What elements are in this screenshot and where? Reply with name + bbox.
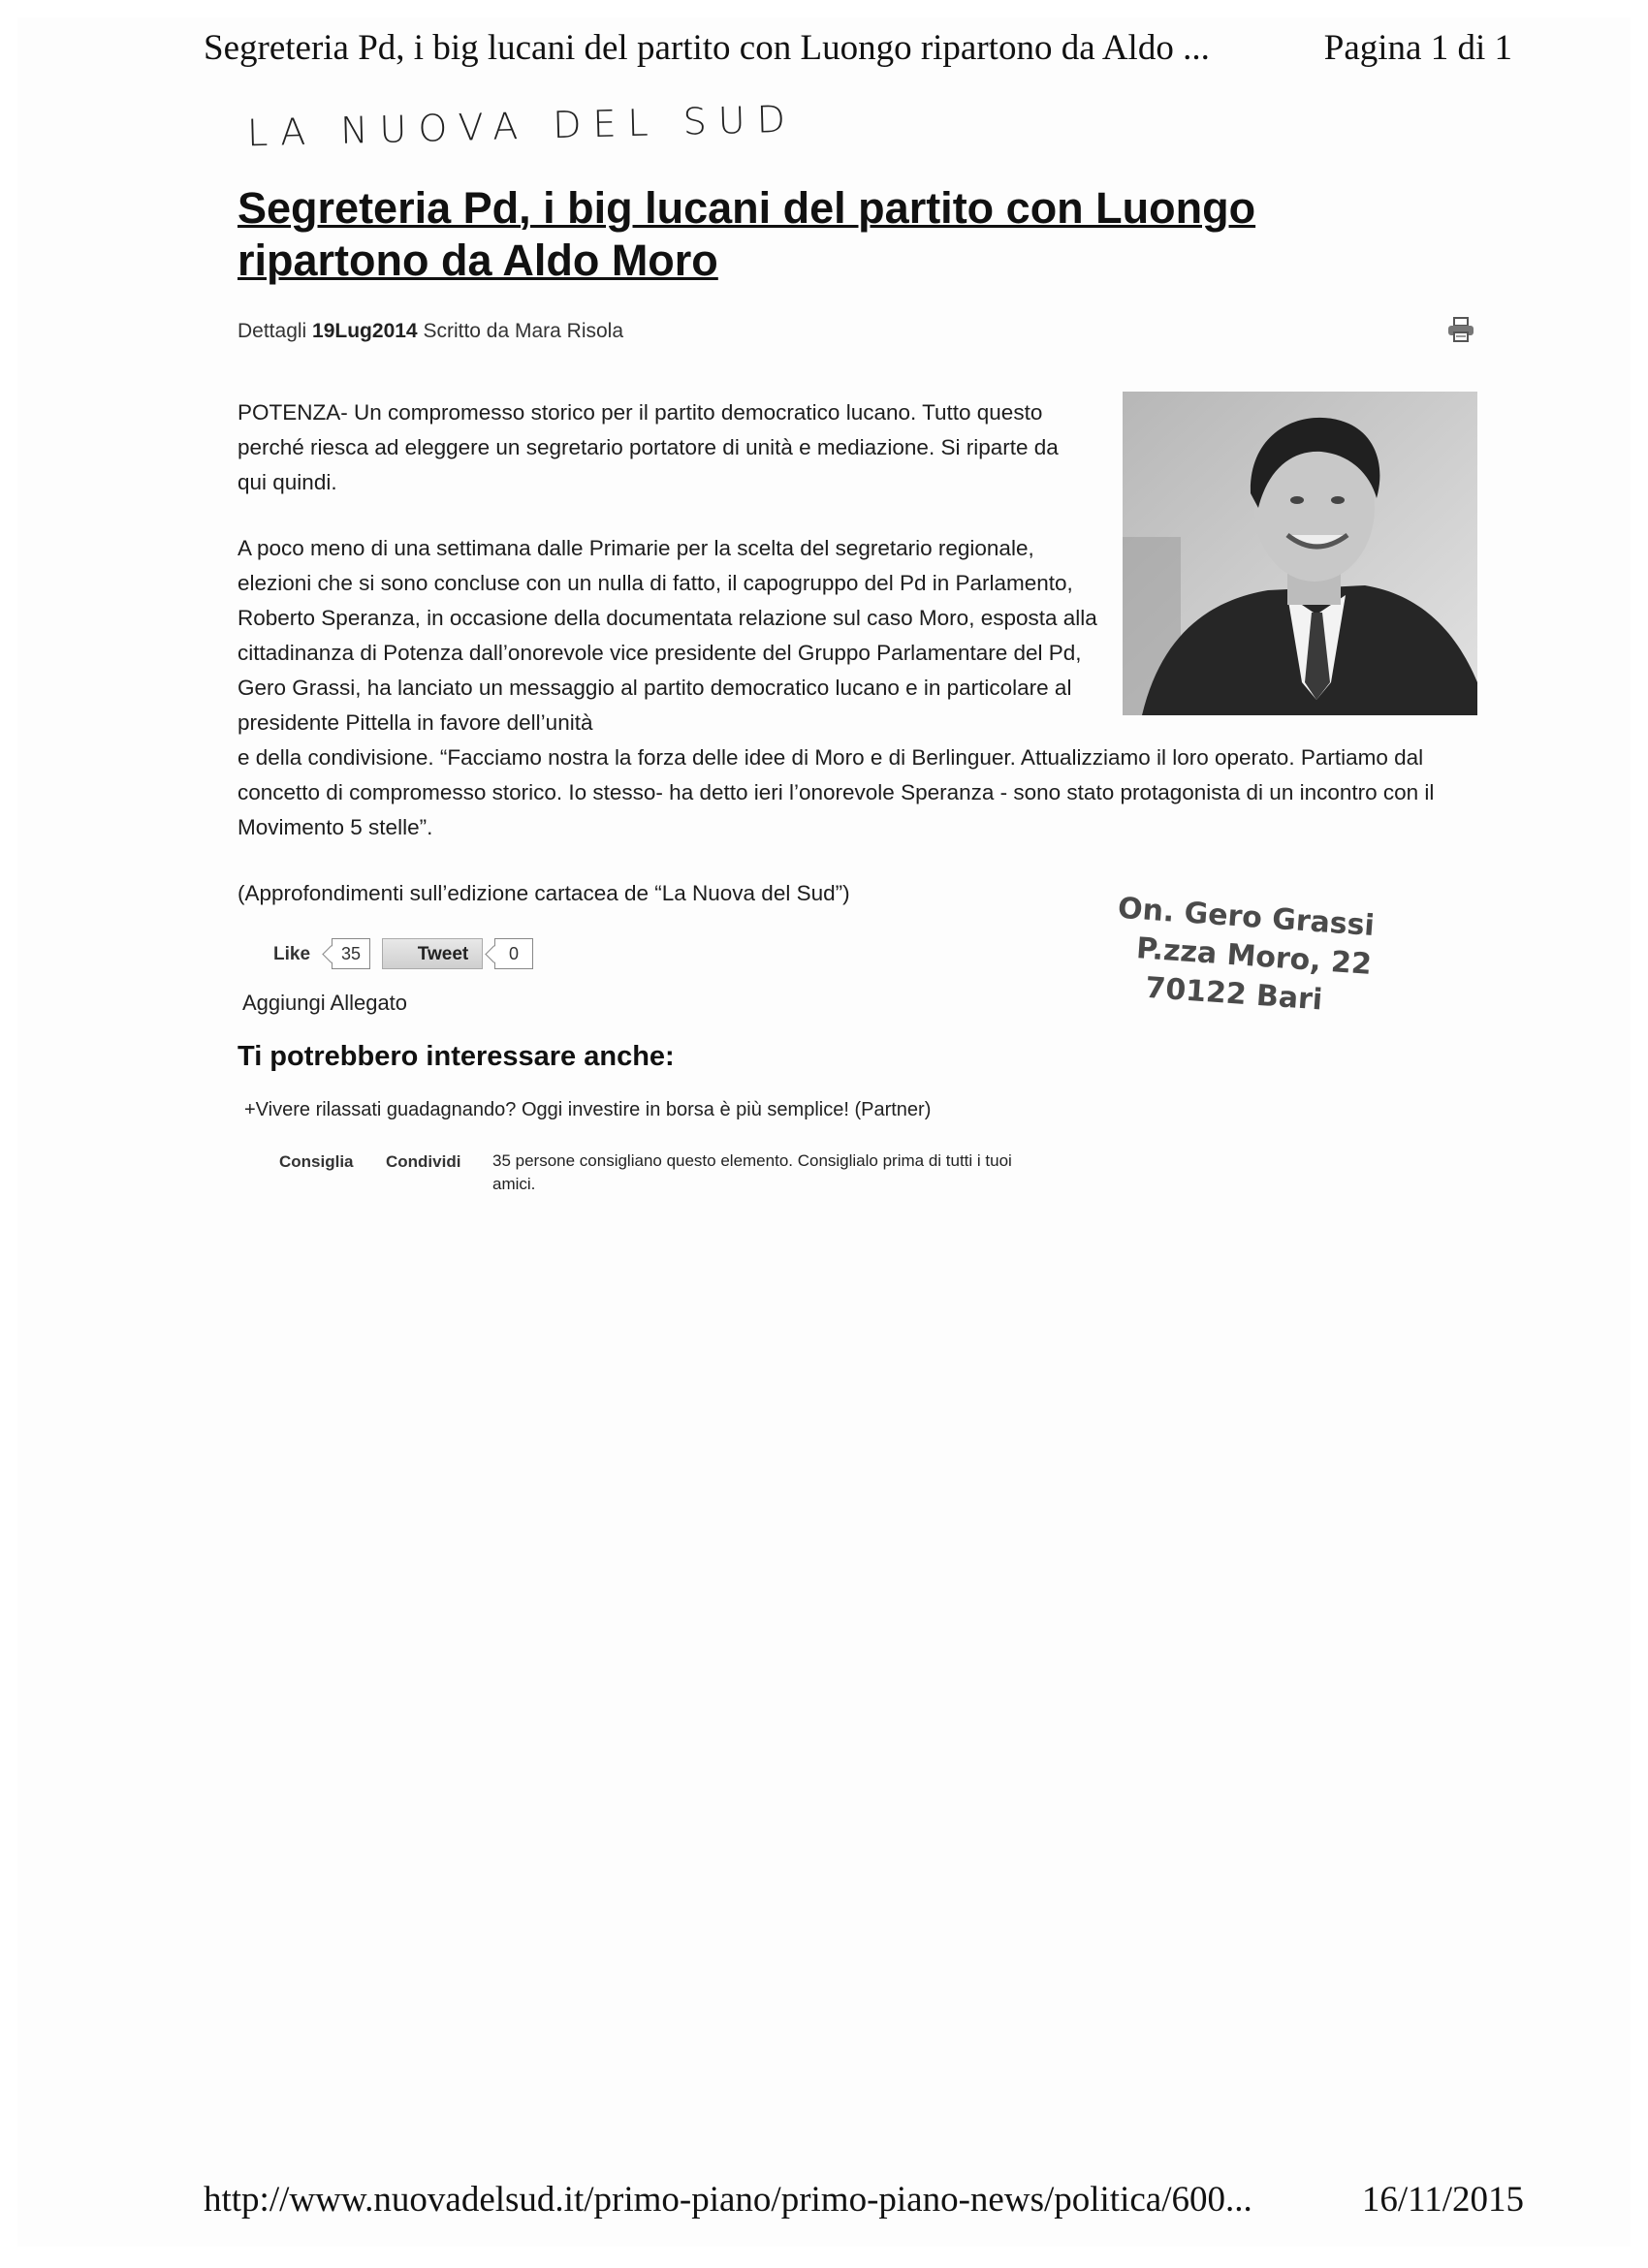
recommend-text: 35 persone consigliano questo elemento. Consiglialo prima di tutti i tuoi amici. <box>492 1151 1012 1193</box>
details-label: Dettagli <box>238 320 307 342</box>
article-paragraph-2: A poco meno di una settimana dalle Primarie per la scelta del segretario regionale, elezioni che si sono concluse con un nulla di fatto, il capogruppo del Pd in Parlamento, Roberto Speranza, in occasione della documentata relazione sul caso Moro, esposta alla cittadinanza di Potenza dall’onorevole vice presidente del Gruppo Parlamentare del Pd, Gero Grassi, ha lanciato un messaggio al partito democratico lucano e in particolare al presidente Pittella in favore dell’unità <box>238 536 1097 735</box>
condividi-button[interactable]: Condividi <box>386 1152 461 1171</box>
article-headline[interactable]: Segreteria Pd, i big lucani del partito con Luongo ripartono da Aldo Moro <box>238 183 1256 285</box>
stamp-street: P.zza Moro, 22 <box>1135 931 1373 982</box>
tweet-button[interactable]: Tweet <box>382 938 483 969</box>
print-footer-date: 16/11/2015 <box>1361 2180 1524 2220</box>
stamp-name: On. Gero Grassi <box>1116 891 1376 944</box>
related-heading: Ti potrebbero interessare anche: <box>238 1041 675 1072</box>
article-author: Scritto da Mara Risola <box>423 320 624 342</box>
add-attachment-link[interactable]: Aggiungi Allegato <box>242 991 408 1015</box>
print-header-title: Segreteria Pd, i big lucani del partito con Luongo ripartono da Aldo ... <box>204 28 1210 68</box>
stamp-city: 70122 Bari <box>1144 970 1324 1018</box>
article-date: 19Lug2014 <box>312 320 418 342</box>
consiglia-button[interactable]: Consiglia <box>279 1152 354 1171</box>
like-count: 35 <box>332 938 370 969</box>
article-meta <box>238 320 623 343</box>
article-paragraph-1: POTENZA- Un compromesso storico per il partito democratico lucano. Tutto questo perché riesca ad eleggere un segretario portatore di unità e mediazione. Si riparte da qui quindi. <box>238 400 1059 494</box>
like-button[interactable]: Like <box>273 944 311 964</box>
tweet-count: 0 <box>494 938 533 969</box>
scanned-page <box>17 17 1631 2247</box>
print-footer-url: http://www.nuovadelsud.it/primo-piano/primo-piano-news/politica/600... <box>204 2180 1252 2220</box>
handwritten-newspaper-name: LA NUOVA DEL SUD <box>246 97 798 155</box>
related-item[interactable]: +Vivere rilassati guadagnando? Oggi investire in borsa è più semplice! (Partner) <box>244 1099 932 1120</box>
article-paragraph-2-continued: e della condivisione. “Facciamo nostra la forza delle idee di Moro e di Berlinguer. Attualizziamo il loro operato. Partiamo dal concetto di compromesso storico. Io stesso- ha detto ieri l’onorevole Speranza - sono stato protagonista di un incontro con il Movimento 5 stelle”. <box>238 745 1435 839</box>
article-paragraph-3: (Approfondimenti sull’edizione cartacea de “La Nuova del Sud”) <box>238 881 850 905</box>
print-header-page-number: Pagina 1 di 1 <box>1323 28 1512 68</box>
address-stamp <box>1111 890 1410 1026</box>
printer-icon[interactable] <box>1446 316 1475 343</box>
portrait-photo <box>1123 392 1477 715</box>
